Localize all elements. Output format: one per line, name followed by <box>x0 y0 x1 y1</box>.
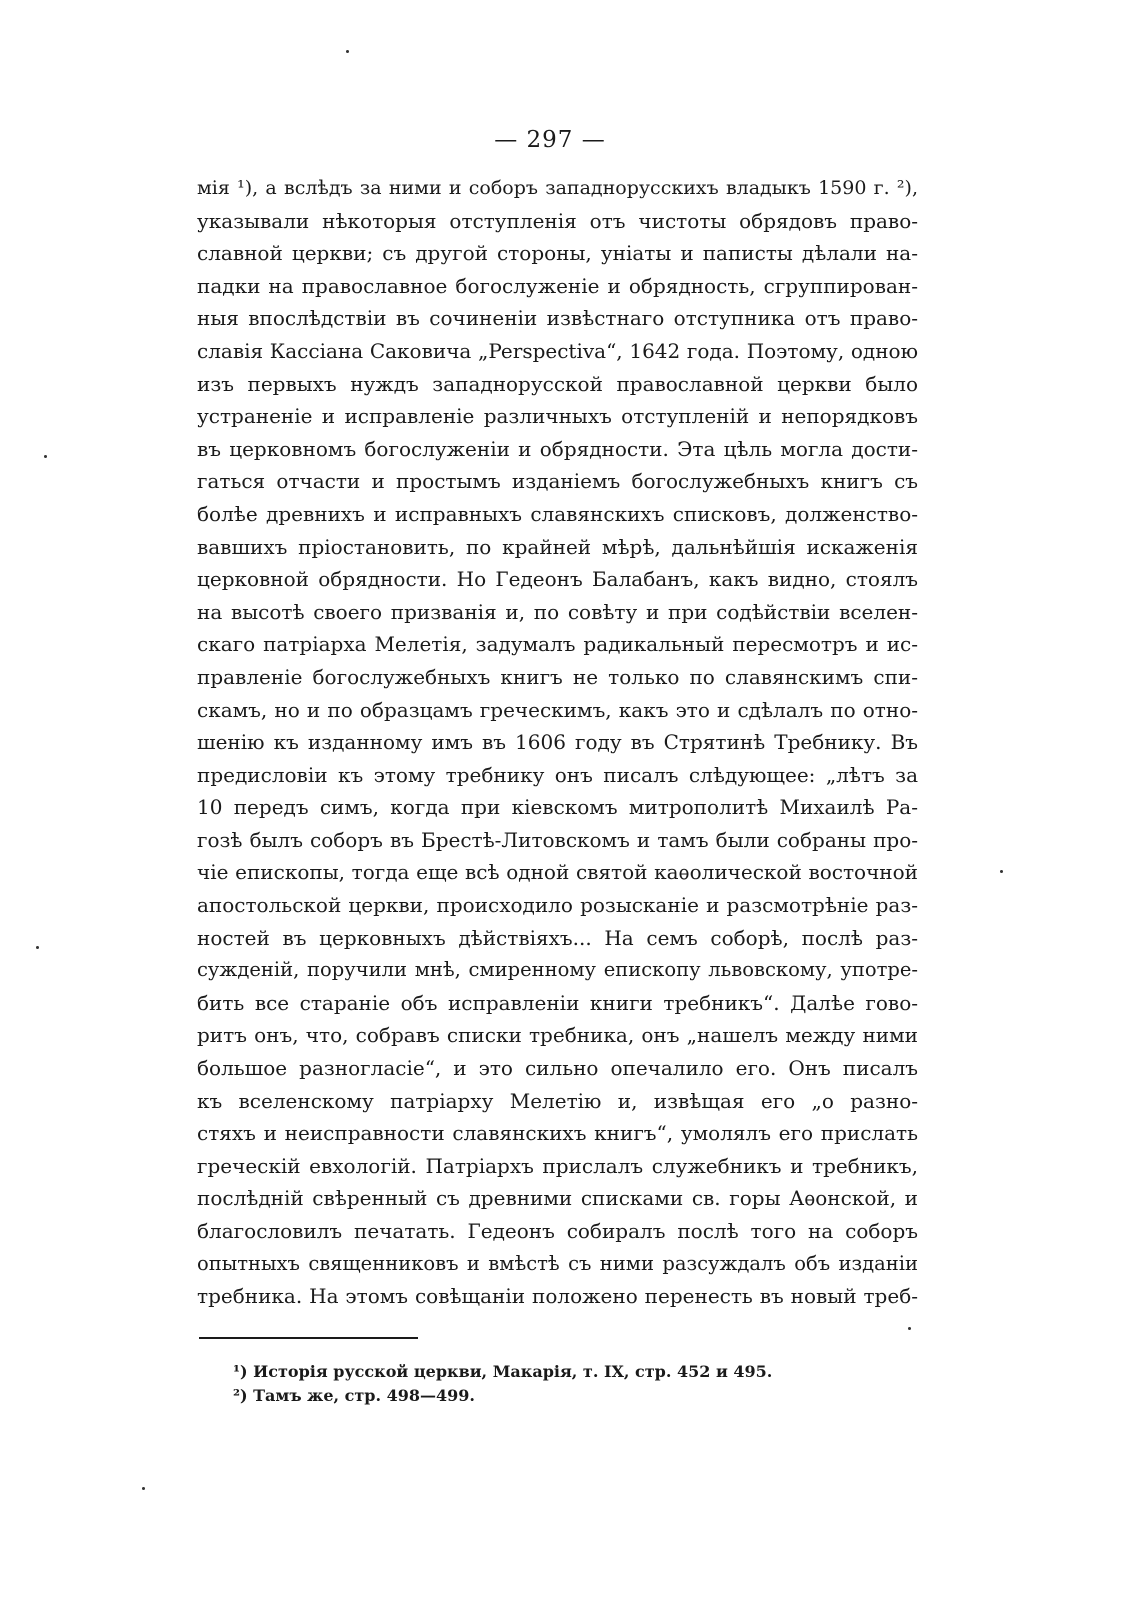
footnotes <box>233 1360 933 1408</box>
scan-speck <box>36 946 39 949</box>
text-line: церковной обрядности. Но Гедеонъ Балабанъ, какъ видно, стоялъ <box>197 567 918 592</box>
text-line: гозѣ былъ соборъ въ Брестѣ-Литовскомъ и тамъ были собраны про- <box>197 827 918 852</box>
text-line: устраненіе и исправленіе различныхъ отступленій и непорядковъ <box>197 404 918 429</box>
scan-speck <box>44 455 47 458</box>
text-line: въ церковномъ богослуженіи и обрядности. Эта цѣль могла дости- <box>197 436 918 461</box>
text-line: послѣдній свѣренный съ древними списками св. горы Аѳонской, и <box>197 1186 918 1211</box>
text-line: скамъ, но и по образцамъ греческимъ, какъ это и сдѣлалъ по отно- <box>197 697 918 722</box>
text-line: указывали нѣкоторыя отступленія отъ чистоты обрядовъ право- <box>197 208 918 233</box>
text-line: благословилъ печатать. Гедеонъ собиралъ послѣ того на соборъ <box>197 1219 918 1243</box>
text-line: ныя впослѣдствіи въ сочиненіи извѣстнаго отступника отъ право- <box>197 306 918 331</box>
text-line: гаться отчасти и простымъ изданіемъ богослужебныхъ книгъ съ <box>197 469 918 494</box>
text-line: вавшихъ пріостановить, по крайней мѣрѣ, дальнѣйшія искаженія <box>197 534 918 559</box>
text-line: падки на православное богослуженіе и обрядность, сгруппирован- <box>197 273 918 298</box>
scan-speck <box>1000 870 1003 873</box>
text-line: ритъ онъ, что, собравъ списки требника, онъ „нашелъ между ними <box>197 1023 918 1048</box>
footnote-1: ¹) Исторія русской церкви, Макарія, т. IX, стр. 452 и 495. <box>233 1362 773 1381</box>
text-line: греческій евхологій. Патріархъ прислалъ служебникъ и требникъ, <box>197 1153 918 1178</box>
text-line: на высотѣ своего призванія и, по совѣту и при содѣйствіи вселен- <box>197 599 918 624</box>
text-line: стяхъ и неисправности славянскихъ книгъ“, умолялъ его прислать <box>197 1121 918 1146</box>
text-line: къ вселенскому патріарху Мелетію и, извѣщая его „о разно- <box>197 1088 918 1113</box>
text-line: правленіе богослужебныхъ книгъ не только по славянскимъ спи- <box>197 664 918 689</box>
text-line: шенію къ изданному имъ въ 1606 году въ Стрятинѣ Требнику. Въ <box>197 730 918 755</box>
text-line: скаго патріарха Мелетія, задумалъ радикальный пересмотръ и ис- <box>197 632 918 657</box>
text-line: бить все стараніе объ исправленіи книги требникъ“. Далѣе гово- <box>197 990 918 1015</box>
text-line: предисловіи къ этому требнику онъ писалъ слѣдующее: „лѣтъ за <box>197 762 918 787</box>
text-line: большое разногласіе“, и это сильно опечалило его. Онъ писалъ <box>197 1056 918 1081</box>
scan-speck <box>908 1327 911 1330</box>
text-line: требника. На этомъ совѣщаніи положено перенесть въ новый треб- <box>197 1284 918 1309</box>
body-text <box>197 172 918 1313</box>
text-line: славія Кассіана Саковича „Perspectiva“, 1642 года. Поэтому, одною <box>197 338 918 363</box>
text-line: болѣе древнихъ и исправныхъ славянскихъ списковъ, долженство- <box>197 501 918 526</box>
scan-speck <box>142 1487 145 1490</box>
text-line: апостольской церкви, происходило розысканіе и разсмотрѣніе раз- <box>197 893 918 918</box>
text-line: мія ¹), а вслѣдъ за ними и соборъ западнорусскихъ владыкъ 1590 г. ²), <box>197 177 918 199</box>
text-line: сужденій, поручили мнѣ, смиренному епископу львовскому, употре- <box>197 958 918 982</box>
scan-speck <box>346 50 349 53</box>
page-number: — 297 — <box>494 127 606 153</box>
text-line: ностей въ церковныхъ дѣйствіяхъ... На семъ соборѣ, послѣ раз- <box>197 925 918 950</box>
footnote-2: ²) Тамъ же, стр. 498—499. <box>233 1386 475 1405</box>
footnote-divider <box>199 1337 418 1339</box>
text-line: славной церкви; съ другой стороны, уніаты и паписты дѣлали на- <box>197 241 918 266</box>
text-line: изъ первыхъ нуждъ западнорусской православной церкви было <box>197 371 918 396</box>
text-line: опытныхъ священниковъ и вмѣстѣ съ ними разсуждалъ объ изданіи <box>197 1251 918 1275</box>
text-line: 10 передъ симъ, когда при кіевскомъ митрополитѣ Михаилѣ Ра- <box>197 795 918 820</box>
text-line: чіе епископы, тогда еще всѣ одной святой каѳолической восточной <box>197 860 918 885</box>
